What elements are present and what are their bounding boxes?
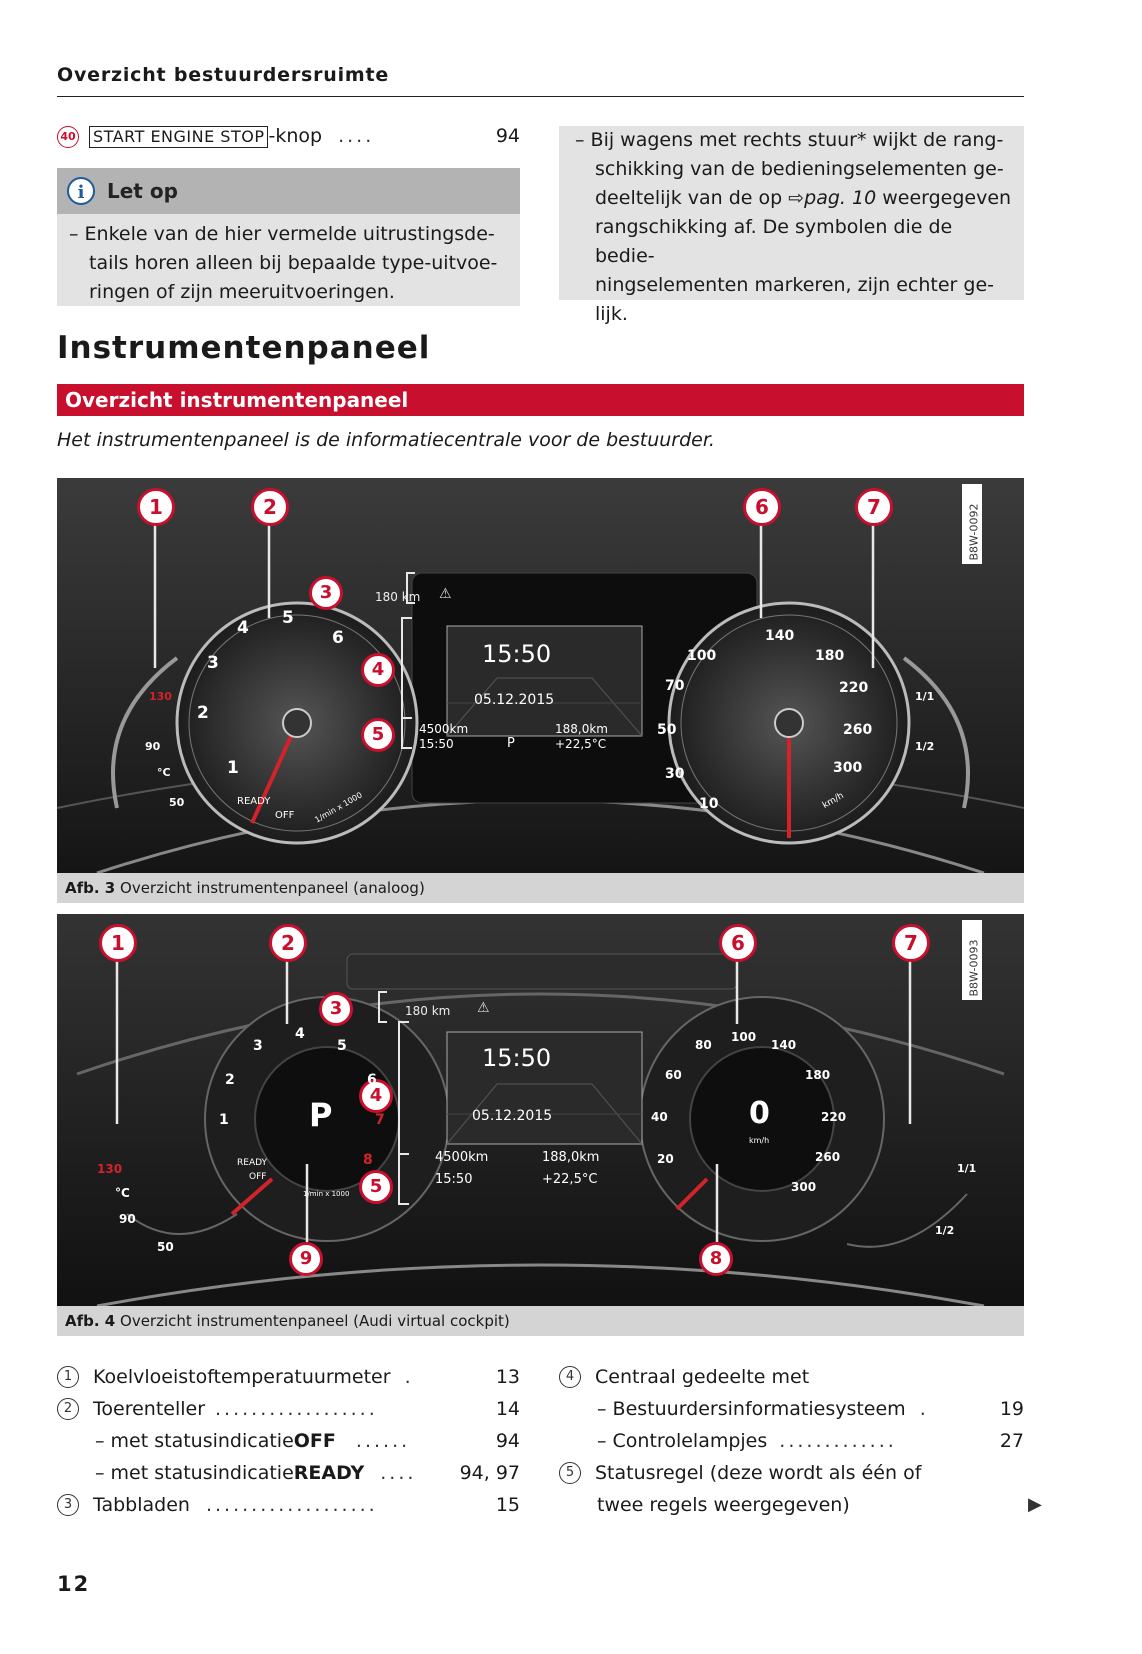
coolant-50: 50 xyxy=(157,1240,174,1254)
coolant-130: 130 xyxy=(149,690,172,703)
legend-item-2-off xyxy=(95,1425,520,1457)
page-ref-link[interactable]: ⇨pag. 10 xyxy=(788,187,877,209)
rpm-label-1: 1 xyxy=(227,758,239,778)
callout-1: 1 xyxy=(99,924,137,962)
off-label: OFF xyxy=(249,1172,267,1182)
rhd-line-3a: deeltelijk van de op xyxy=(595,187,789,209)
running-header: Overzicht bestuurdersruimte xyxy=(57,64,390,86)
note-line-1: – Enkele van de hier vermelde uitrustingsde- xyxy=(69,223,495,245)
callout-6: 6 xyxy=(719,924,757,962)
speed-label-30: 30 xyxy=(665,766,685,782)
legend-item-4-lamps xyxy=(597,1425,1024,1457)
legend-page-2: 14 xyxy=(495,1398,520,1420)
rhd-note-text xyxy=(559,126,1024,329)
legend-label-2-off: – met statusindicatie xyxy=(95,1430,294,1452)
speed-unit: km/h xyxy=(749,1136,770,1145)
callout-6: 6 xyxy=(743,488,781,526)
legend-item-1 xyxy=(57,1361,520,1393)
status-clock: 15:50 xyxy=(419,737,454,751)
callout-2: 2 xyxy=(251,488,289,526)
range-tab: 180 km xyxy=(375,590,421,604)
status-temp: +22,5°C xyxy=(555,737,607,751)
note-box xyxy=(57,168,520,306)
start-engine-suffix: -knop xyxy=(268,125,323,147)
note-body xyxy=(57,214,520,307)
digital-speed: 0 xyxy=(749,1096,770,1131)
start-engine-page: 94 xyxy=(495,125,520,147)
speed-label-260: 260 xyxy=(815,1150,841,1164)
legend-item-5 xyxy=(559,1457,1024,1489)
start-engine-item xyxy=(57,122,520,151)
callout-8: 8 xyxy=(699,1242,733,1276)
figure-3-code: B8W-0092 xyxy=(967,503,981,561)
legend-page-3: 15 xyxy=(495,1494,520,1516)
fuel-half: 1/2 xyxy=(915,740,935,753)
gear-indicator: P xyxy=(309,1096,333,1134)
rpm-label-8: 8 xyxy=(363,1152,373,1168)
rhd-line-4: rangschikking af. De symbolen die de bedie- xyxy=(595,216,953,267)
note-header xyxy=(57,168,520,214)
legend-dots-bis: . xyxy=(919,1398,929,1420)
display-time: 15:50 xyxy=(482,640,552,668)
legend-page-off: 94 xyxy=(495,1430,520,1452)
figure-3-caption xyxy=(57,873,1024,903)
page-number: 12 xyxy=(57,1572,91,1596)
rpm-label-7: 7 xyxy=(375,1112,385,1128)
legend-page-lamps: 27 xyxy=(999,1430,1024,1452)
fuel-full: 1/1 xyxy=(957,1162,977,1175)
speed-label-180: 180 xyxy=(815,648,845,664)
coolant-90: 90 xyxy=(119,1212,136,1226)
rhd-line-3 xyxy=(575,184,1012,213)
legend-item-2 xyxy=(57,1393,520,1425)
callout-5: 5 xyxy=(361,718,395,752)
callout-1: 1 xyxy=(137,488,175,526)
legend-item-4 xyxy=(559,1361,1024,1393)
legend-page-bis: 19 xyxy=(999,1398,1024,1420)
leader-dots: .... xyxy=(338,125,375,147)
callout-4: 4 xyxy=(359,1079,393,1113)
speed-label-100: 100 xyxy=(687,648,717,664)
rpm-label-2: 2 xyxy=(197,703,209,723)
legend-num-5: 5 xyxy=(559,1462,581,1484)
callout-7: 7 xyxy=(892,924,930,962)
figure-3-label: Afb. 3 xyxy=(65,879,116,897)
legend-label-4: Centraal gedeelte met xyxy=(595,1366,810,1388)
legend-num-3: 3 xyxy=(57,1494,79,1516)
legend-dots-off: ...... xyxy=(355,1430,411,1452)
status-gear: P xyxy=(507,736,515,751)
speed-label-50: 50 xyxy=(657,722,677,738)
analog-cluster-illustration xyxy=(57,478,1024,873)
legend-item-2-ready xyxy=(95,1457,520,1489)
speed-label-100: 100 xyxy=(731,1030,757,1044)
coolant-90: 90 xyxy=(145,740,161,753)
legend-ready-bold: READY xyxy=(293,1462,365,1484)
status-odometer: 4500km xyxy=(419,722,469,736)
coolant-130: 130 xyxy=(97,1162,123,1176)
rpm-label-6: 6 xyxy=(367,1072,377,1088)
speed-label-80: 80 xyxy=(695,1038,712,1052)
legend-label-bis: – Bestuurdersinformatiesysteem xyxy=(597,1398,906,1420)
legend-dots-3: ................... xyxy=(205,1494,378,1516)
legend-label-1: Koelvloeistoftemperatuurmeter xyxy=(93,1366,391,1388)
warning-icon: ⚠ xyxy=(439,586,452,602)
callout-4: 4 xyxy=(361,653,395,687)
note-line-3: ringen of zijn meeruitvoeringen. xyxy=(89,281,395,303)
status-clock: 15:50 xyxy=(435,1172,473,1187)
coolant-50: 50 xyxy=(169,796,185,809)
rpm-label-2: 2 xyxy=(225,1072,235,1088)
speed-label-220: 220 xyxy=(839,680,869,696)
speed-unit: km/h xyxy=(821,790,846,812)
range-tab: 180 km xyxy=(405,1004,451,1018)
legend-dots-ready: .... xyxy=(380,1462,417,1484)
speed-label-70: 70 xyxy=(665,678,685,694)
rpm-label-5: 5 xyxy=(337,1038,347,1054)
display-time: 15:50 xyxy=(482,1044,552,1072)
coolant-unit: °C xyxy=(115,1186,130,1200)
speed-label-60: 60 xyxy=(665,1068,682,1082)
speed-label-260: 260 xyxy=(843,722,873,738)
status-temp: +22,5°C xyxy=(542,1172,598,1187)
legend-label-3: Tabbladen xyxy=(93,1494,190,1516)
legend-label-lamps: – Controlelampjes xyxy=(597,1430,768,1452)
legend-num-1: 1 xyxy=(57,1366,79,1388)
speed-label-140: 140 xyxy=(771,1038,797,1052)
figure-4-virtual-cockpit xyxy=(57,914,1024,1306)
legend-num-4: 4 xyxy=(559,1366,581,1388)
legend-label-5: Statusregel (deze wordt als één of xyxy=(595,1462,922,1484)
legend-dots-2: .................. xyxy=(215,1398,378,1420)
legend-off-bold: OFF xyxy=(293,1430,336,1452)
figure-4-caption xyxy=(57,1306,1024,1336)
header-rule xyxy=(57,96,1024,97)
rpm-label-1: 1 xyxy=(219,1112,229,1128)
rpm-unit: 1/min x 1000 xyxy=(313,790,364,825)
speed-label-220: 220 xyxy=(821,1110,847,1124)
rhd-line-6: lijk. xyxy=(595,303,628,325)
figure-3-analog-cluster xyxy=(57,478,1024,873)
start-engine-key: START ENGINE STOP xyxy=(89,126,268,148)
rpm-label-6: 6 xyxy=(332,628,344,648)
callout-40-marker: 40 xyxy=(57,126,79,148)
section-title: Instrumentenpaneel xyxy=(57,330,431,366)
fuel-half: 1/2 xyxy=(935,1224,955,1237)
rpm-unit: 1/min x 1000 xyxy=(303,1190,350,1198)
figure-3-caption-text: Overzicht instrumentenpaneel (analoog) xyxy=(120,879,425,897)
callout-3: 3 xyxy=(319,992,353,1026)
coolant-unit: °C xyxy=(157,766,171,779)
note-title: Let op xyxy=(107,179,178,203)
rhd-line-3b: weergegeven xyxy=(876,187,1012,209)
note-line-2: tails horen alleen bij bepaalde type-uitvoe- xyxy=(89,252,498,274)
rhd-note-box xyxy=(559,126,1024,325)
legend-num-2: 2 xyxy=(57,1398,79,1420)
rhd-line-5: ningselementen markeren, zijn echter ge- xyxy=(595,274,995,296)
ready-label: READY xyxy=(237,1158,268,1168)
figure-4-code: B8W-0093 xyxy=(967,939,981,997)
rpm-label-3: 3 xyxy=(207,653,219,673)
legend-label-5b: twee regels weergegeven) xyxy=(597,1494,850,1516)
status-trip: 188,0km xyxy=(555,722,608,736)
figure-4-caption-text: Overzicht instrumentenpaneel (Audi virtual cockpit) xyxy=(120,1312,510,1330)
speed-label-300: 300 xyxy=(791,1180,817,1194)
fuel-full: 1/1 xyxy=(915,690,935,703)
legend-page-ready: 94, 97 xyxy=(459,1462,520,1484)
continue-arrow-icon: ▶ xyxy=(1028,1494,1042,1515)
speed-label-10: 10 xyxy=(699,796,719,812)
legend-item-3 xyxy=(57,1489,520,1521)
legend-dots-1: . xyxy=(404,1366,414,1388)
speed-label-20: 20 xyxy=(657,1152,674,1166)
legend-label-2: Toerenteller xyxy=(93,1398,206,1420)
display-date: 05.12.2015 xyxy=(474,692,555,708)
legend-item-4-bis xyxy=(597,1393,1024,1425)
subsection-bar: Overzicht instrumentenpaneel xyxy=(57,384,1024,416)
display-date: 05.12.2015 xyxy=(472,1108,553,1124)
callout-5: 5 xyxy=(359,1170,393,1204)
rpm-label-3: 3 xyxy=(253,1038,263,1054)
legend-label-2-ready: – met statusindicatie xyxy=(95,1462,294,1484)
warning-icon: ⚠ xyxy=(477,1000,490,1016)
rhd-line-1: – Bij wagens met rechts stuur* wijkt de rang- xyxy=(575,129,1004,151)
figure-4-label: Afb. 4 xyxy=(65,1312,116,1330)
legend-dots-lamps: ............. xyxy=(779,1430,897,1452)
callout-9: 9 xyxy=(289,1242,323,1276)
legend-page-1: 13 xyxy=(495,1366,520,1388)
callout-7: 7 xyxy=(855,488,893,526)
rpm-label-4: 4 xyxy=(237,618,249,638)
intro-text: Het instrumentenpaneel is de informatiecentrale voor de bestuurder. xyxy=(57,429,715,451)
legend-item-5-line2 xyxy=(597,1489,1024,1521)
callout-3: 3 xyxy=(309,576,343,610)
speed-label-180: 180 xyxy=(805,1068,831,1082)
info-icon: i xyxy=(67,177,95,205)
status-odometer: 4500km xyxy=(435,1150,489,1165)
callout-2: 2 xyxy=(269,924,307,962)
speed-label-40: 40 xyxy=(651,1110,668,1124)
rhd-line-2: schikking van de bedieningselementen ge- xyxy=(595,158,1004,180)
off-label: OFF xyxy=(275,810,295,821)
rpm-label-5: 5 xyxy=(282,608,294,628)
status-trip: 188,0km xyxy=(542,1150,600,1165)
rpm-label-4: 4 xyxy=(295,1026,305,1042)
speed-label-300: 300 xyxy=(833,760,863,776)
speed-label-140: 140 xyxy=(765,628,795,644)
ready-label: READY xyxy=(237,796,271,807)
